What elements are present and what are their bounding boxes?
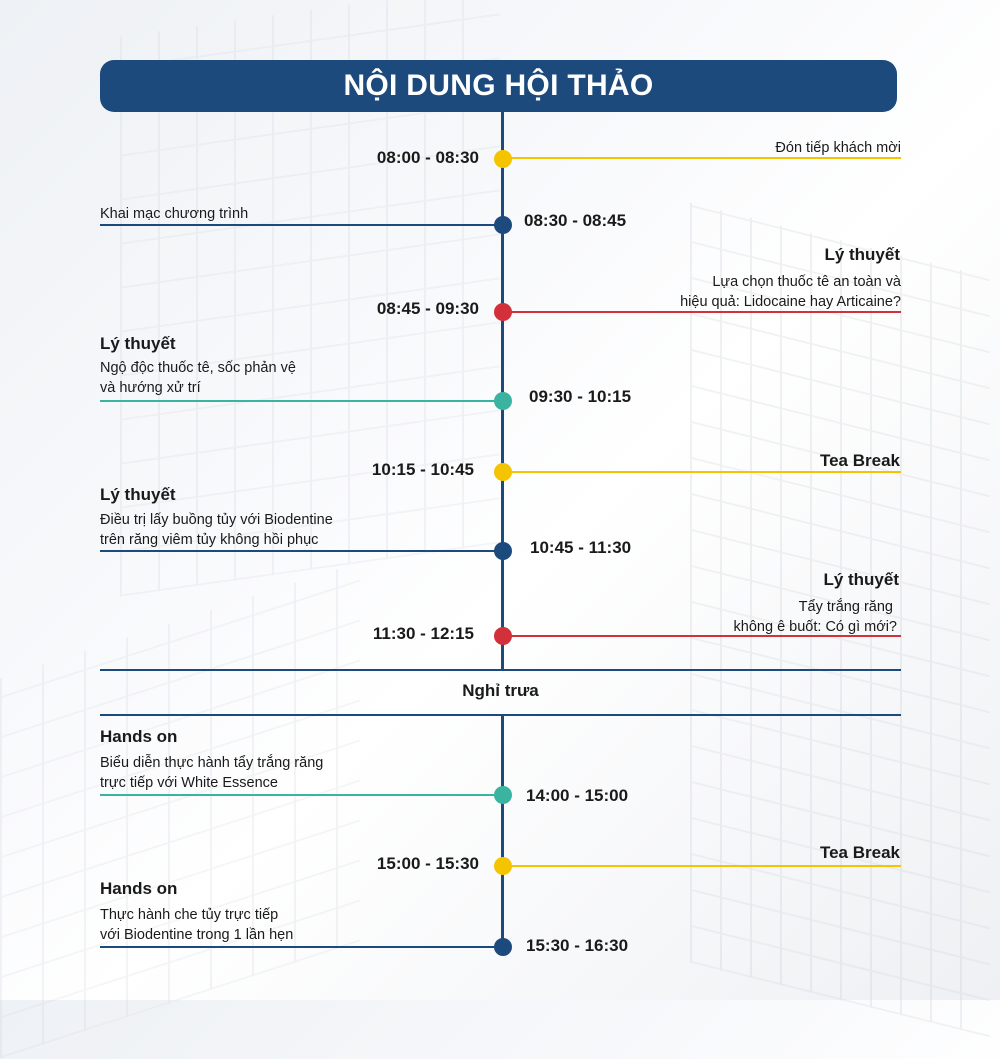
session-description: Đón tiếp khách mời [775,140,901,156]
session-marker [494,463,512,481]
background-building-3 [0,562,360,1059]
session-description: Ngộ độc thuốc tê, sốc phản vệ và hướng xử trí [100,360,296,396]
session-time: 15:30 - 16:30 [526,936,629,955]
session-description: Lựa chọn thuốc tê an toàn và hiệu quả: Lidocaine hay Articaine? [680,274,901,310]
session-marker [494,216,512,234]
session-marker [494,392,512,410]
session-heading: Lý thuyết [823,570,899,589]
session-time: 10:15 - 10:45 [371,460,474,479]
session-heading: Tea Break [819,843,900,862]
session-marker [494,786,512,804]
session-connector [100,400,502,402]
session-marker [494,303,512,321]
session-time: 14:00 - 15:00 [526,786,629,805]
session-marker [494,627,512,645]
lunch-divider-bottom [100,714,901,716]
session-time: 10:45 - 11:30 [530,538,632,557]
page-title: NỘI DUNG HỘI THẢO [343,69,654,102]
session-time: 08:00 - 08:30 [376,148,479,167]
session-connector [503,471,901,473]
session-connector [100,946,502,948]
lunch-divider-top [100,669,901,671]
session-marker [494,857,512,875]
session-heading: Hands on [100,879,178,898]
session-description: Điều trị lấy buồng tủy với Biodentine trên răng viêm tủy không hồi phục [100,512,333,548]
session-marker [494,150,512,168]
session-time: 15:00 - 15:30 [376,854,479,873]
timeline-spine-afternoon [501,716,504,948]
session-description: Biểu diễn thực hành tẩy trắng răng trực tiếp với White Essence [100,755,324,791]
session-connector [100,794,502,796]
lunch-break-label: Nghỉ trưa [462,681,539,700]
session-time: 08:30 - 08:45 [524,211,627,230]
session-heading: Lý thuyết [824,245,900,264]
session-connector [100,224,502,226]
session-description: Tẩy trắng răng không ê buốt: Có gì mới? [733,599,897,635]
title-banner [100,60,897,112]
session-time: 09:30 - 10:15 [529,387,632,406]
session-connector [100,550,502,552]
session-marker [494,542,512,560]
session-connector [503,865,901,867]
session-marker [494,938,512,956]
session-heading: Tea Break [819,451,900,470]
session-heading: Lý thuyết [100,485,176,504]
session-heading: Hands on [100,727,178,746]
session-description: Thực hành che tủy trực tiếp với Biodentine trong 1 lần hẹn [100,907,294,943]
session-description: Khai mạc chương trình [100,206,249,222]
timeline-spine-morning [501,112,504,669]
session-heading: Lý thuyết [100,334,176,353]
session-time: 08:45 - 09:30 [376,299,479,318]
session-time: 11:30 - 12:15 [372,624,474,643]
